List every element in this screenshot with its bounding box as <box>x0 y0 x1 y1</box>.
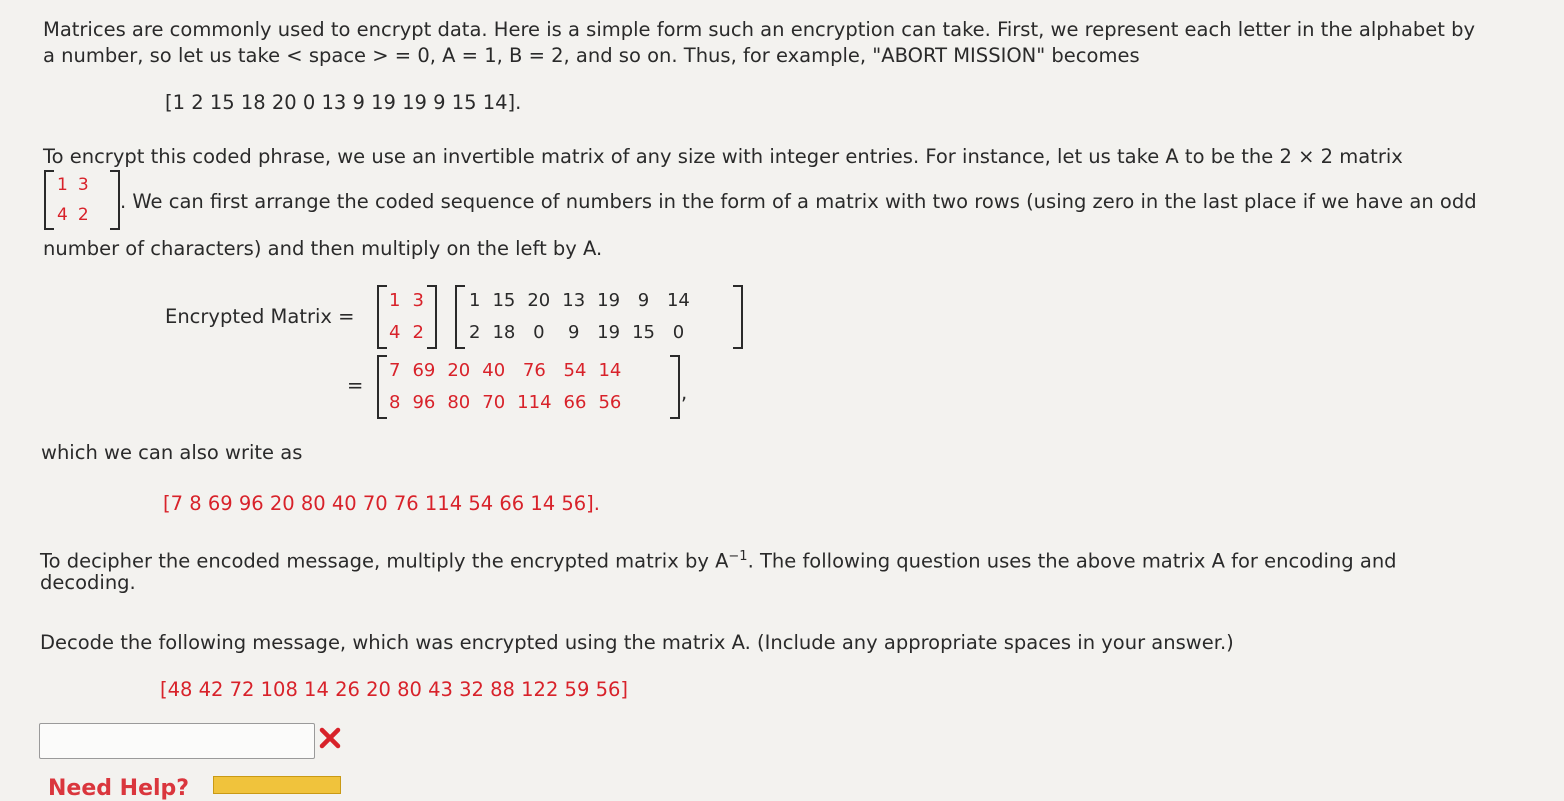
matrix-cell: 0 <box>672 322 685 343</box>
matrix-cell: 1 <box>469 290 481 311</box>
trailing-comma: , <box>681 381 688 404</box>
matrix-cell: 96 <box>412 392 436 413</box>
matrix-cell: 56 <box>598 392 622 413</box>
equals-sign: = <box>347 374 364 397</box>
matrix-cell: 2 <box>77 205 89 225</box>
matrix-cell: 8 <box>389 392 401 413</box>
matrix-cell: 7 <box>389 360 401 381</box>
matrix-cell: 2 <box>469 322 481 343</box>
equation-label: Encrypted Matrix = <box>165 305 355 328</box>
intro-line-2: a number, so let us take < space > = 0, A = 1, B = 2, and so on. Thus, for example, "ABORT MISSION" becomes <box>43 44 1140 67</box>
matrix-cell: 66 <box>563 392 587 413</box>
need-help-label: Need Help? <box>48 776 190 801</box>
encrypted-sequence: [7 8 69 96 20 80 40 70 76 114 54 66 14 56]. <box>163 492 600 515</box>
matrix-cell: 114 <box>517 392 552 413</box>
encrypt-line-1: To encrypt this coded phrase, we use an invertible matrix of any size with integer entries. For instance, let us take A to be the 2 × 2 matrix <box>43 145 1403 168</box>
matrix-cell: 1 <box>389 290 401 311</box>
matrix-cell: 20 <box>527 290 551 311</box>
matrix-cell: 4 <box>57 205 68 225</box>
matrix-a-inline <box>44 170 120 230</box>
matrix-cell: 54 <box>563 360 587 381</box>
matrix-cell: 69 <box>412 360 436 381</box>
matrix-cell: 15 <box>632 322 655 343</box>
matrix-cell: 40 <box>482 360 506 381</box>
matrix-cell: 9 <box>567 322 580 343</box>
matrix-cell: 70 <box>482 392 506 413</box>
matrix-cell: 80 <box>447 392 471 413</box>
decipher-line-2: decoding. <box>40 571 136 594</box>
answer-input[interactable] <box>39 723 315 759</box>
matrix-cell: 15 <box>492 290 516 311</box>
intro-line-1: Matrices are commonly used to encrypt data. Here is a simple form such an encryption can take. First, we represent each letter in the alphabet by <box>43 18 1476 41</box>
coded-matrix <box>455 285 743 349</box>
matrix-cell: 4 <box>389 322 401 343</box>
read-it-button[interactable] <box>213 776 341 794</box>
matrix-cell: 76 <box>522 360 546 381</box>
matrix-cell: 14 <box>666 290 690 311</box>
matrix-cell: 19 <box>597 322 621 343</box>
matrix-cell: 13 <box>562 290 586 311</box>
decipher-line-1: To decipher the encoded message, multiply the encrypted matrix by $A^{-1}$. The following question uses the above matrix A for encoding and <box>40 549 1397 573</box>
coded-sequence: [1 2 15 18 20 0 13 9 19 19 9 15 14]. <box>165 91 522 114</box>
question-text: Decode the following message, which was encrypted using the matrix A. (Include any appropriate spaces in your answer.) <box>40 631 1234 654</box>
matrix-cell: 14 <box>598 360 622 381</box>
matrix-cell: 9 <box>637 290 650 311</box>
matrix-cell: 2 <box>412 322 424 343</box>
matrix-a <box>377 285 437 349</box>
matrix-cell: 0 <box>533 322 545 343</box>
matrix-cell: 18 <box>492 322 516 343</box>
matrix-cell: 3 <box>412 290 424 311</box>
also-write-text: which we can also write as <box>41 441 303 464</box>
matrix-cell: 19 <box>597 290 621 311</box>
matrix-cell: 3 <box>77 175 89 195</box>
encrypt-line-2: . We can first arrange the coded sequence of numbers in the form of a matrix with two rows (using zero in the last place if we have an odd <box>120 190 1477 213</box>
matrix-cell: 1 <box>57 175 68 195</box>
matrix-cell: 20 <box>447 360 471 381</box>
encrypt-line-3: number of characters) and then multiply on the left by A. <box>43 237 603 260</box>
incorrect-icon <box>318 726 342 754</box>
message-sequence: [48 42 72 108 14 26 20 80 43 32 88 122 59 56] <box>160 678 628 701</box>
encrypted-matrix <box>377 355 680 419</box>
